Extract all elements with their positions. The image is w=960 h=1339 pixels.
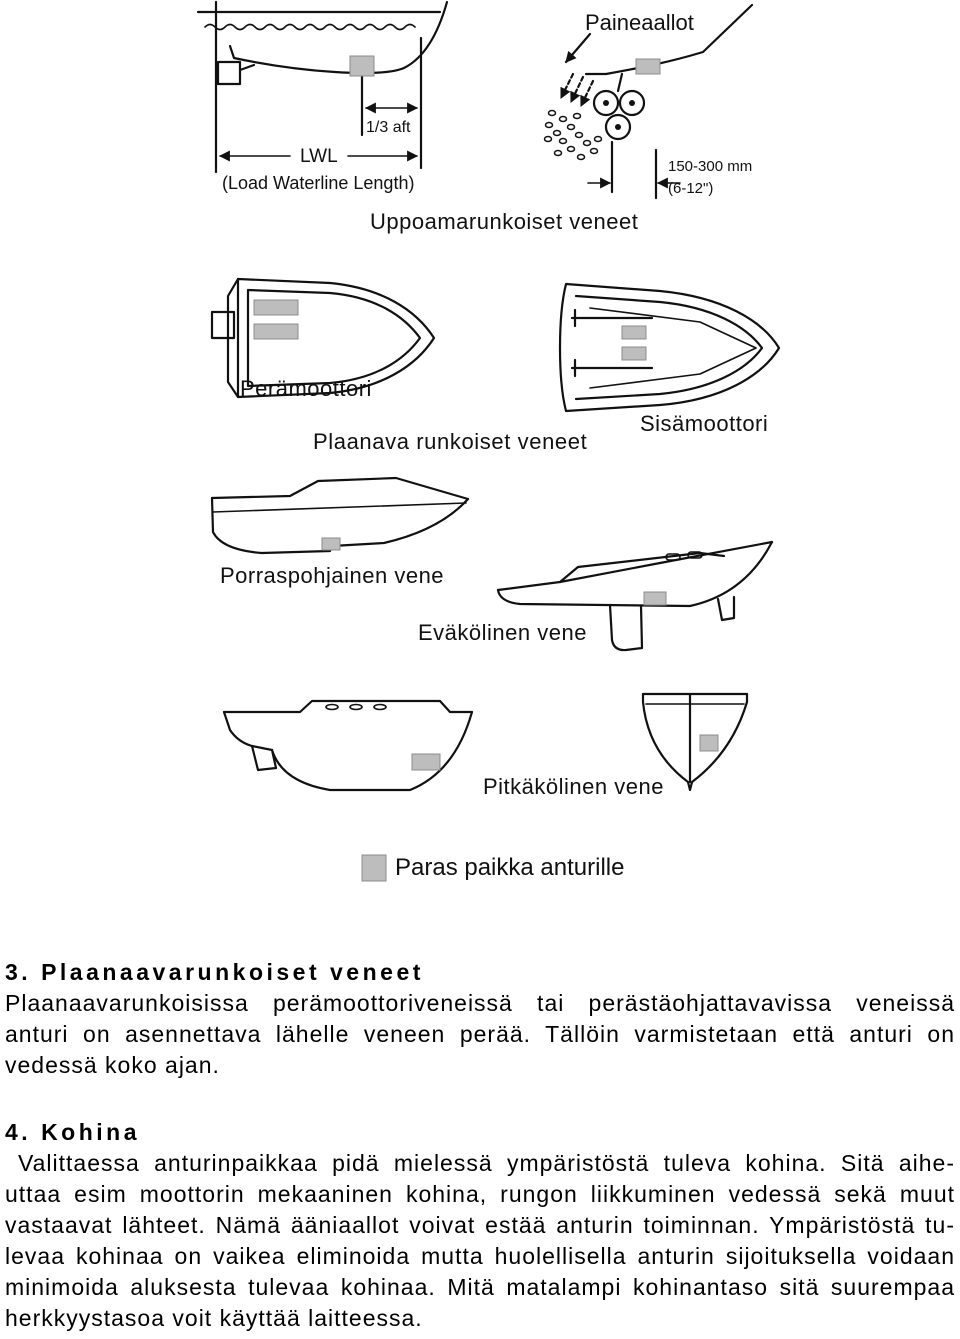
lwl-long-label: (Load Waterline Length) xyxy=(222,173,415,193)
body-text xyxy=(5,957,955,1334)
paragraph-line: vedessä koko ajan. xyxy=(5,1052,220,1078)
pressure-wave-arrow xyxy=(571,77,583,102)
pressure-wave-arrow xyxy=(581,81,593,106)
transducer-marker xyxy=(700,735,718,751)
transducer-marker xyxy=(322,538,340,550)
sheer-line xyxy=(498,542,772,590)
paragraph-line: Plaanaavarunkoisissa perämoottoriveneissä tai perästäohjattavavissa veneissä xyxy=(5,990,955,1016)
deck-and-windshield xyxy=(212,478,468,499)
paragraph-line: vastaavat lähteet. Nämä ääniaallot voivat estää anturin toiminnan. Ympäristöstä tu- xyxy=(5,1212,955,1238)
hull-outline xyxy=(224,712,472,790)
prop-shafts xyxy=(572,310,652,376)
transducer-marker xyxy=(636,59,660,74)
prop-strut xyxy=(618,74,622,91)
outboard-label: Perämoottori xyxy=(240,376,372,401)
full-keel-label: Pitkäkölinen vene xyxy=(483,774,664,799)
prop-shaft xyxy=(240,65,254,70)
fin-keel-label: Eväkölinen vene xyxy=(418,620,587,645)
section-heading: 3. Plaanaavarunkoiset veneet xyxy=(5,959,424,985)
porthole xyxy=(350,705,362,710)
fin-keel xyxy=(610,605,642,650)
outboard-motor xyxy=(212,312,234,338)
rudder xyxy=(718,597,734,620)
transducer-marker xyxy=(350,56,374,76)
one-third-aft-label: 1/3 aft xyxy=(366,119,411,136)
pressure-waves-label: Paineaallot xyxy=(585,10,694,35)
section-heading: 4. Kohina xyxy=(5,1119,141,1145)
displacement-hulls-title: Uppoamarunkoiset veneet xyxy=(370,209,639,234)
propeller-hub xyxy=(603,100,609,106)
legend-label: Paras paikka anturille xyxy=(395,854,625,881)
paragraph-line: levaa kohinaa on vaikea eliminoida mutta huolellisella anturin sijoituksella voidaan xyxy=(5,1243,955,1269)
transducer-marker xyxy=(644,592,666,605)
transducer-marker xyxy=(254,324,298,339)
paragraph-line: anturi on asennettava lähelle veneen perää. Tällöin varmistetaan että anturi on xyxy=(5,1021,955,1047)
paragraph-line: minimoida aluksesta tulevaa kohinaa. Mitä matalampi kohinantaso sitä suurempaa xyxy=(5,1274,955,1300)
section-gap xyxy=(5,1081,955,1117)
transducer-marker xyxy=(622,326,646,339)
water-waves xyxy=(205,25,415,30)
distance-in-label: (6-12") xyxy=(668,180,714,197)
inboard-label: Sisämoottori xyxy=(640,411,769,436)
full-keel-sailboat-side-view xyxy=(224,701,472,790)
stepped-hull-label: Porraspohjainen vene xyxy=(220,563,445,588)
porthole xyxy=(374,705,386,710)
paragraph-line: uttaa esim moottorin mekaaninen kohina, rungon liikkuminen vedessä sekä muut xyxy=(5,1181,955,1207)
legend xyxy=(362,854,624,881)
transducer-marker xyxy=(412,754,440,770)
transducer-marker xyxy=(254,300,298,315)
planing-hulls-title: Plaanava runkoiset veneet xyxy=(313,429,588,454)
lwl-label: LWL xyxy=(300,146,338,167)
paragraph-line: Valittaessa anturinpaikkaa pidä mielessä ympäristöstä tuleva kohina. Sitä aihe- xyxy=(18,1150,955,1176)
rub-rail xyxy=(213,503,466,512)
propeller-hub xyxy=(615,124,621,130)
stepped-hull-side-view xyxy=(212,478,468,553)
transducer-marker xyxy=(622,347,646,360)
distance-mm-label: 150-300 mm xyxy=(668,158,753,175)
propeller-hub xyxy=(629,100,635,106)
porthole xyxy=(326,705,338,710)
rudder xyxy=(218,62,240,84)
deck-and-cabin xyxy=(224,701,472,712)
rudder-line xyxy=(252,746,272,750)
legend-swatch xyxy=(362,855,386,881)
strake-lines xyxy=(590,308,756,388)
pressure-wave-arrow xyxy=(561,74,573,98)
gunwale-line xyxy=(576,296,762,399)
inboard-planing-hull-top-view xyxy=(560,284,779,411)
paragraph-line: herkkyystasoa voit käyttää laitteessa. xyxy=(5,1305,423,1331)
bubbles xyxy=(545,111,602,160)
hull-outline xyxy=(498,542,772,606)
pressure-label-arrow xyxy=(566,34,590,62)
